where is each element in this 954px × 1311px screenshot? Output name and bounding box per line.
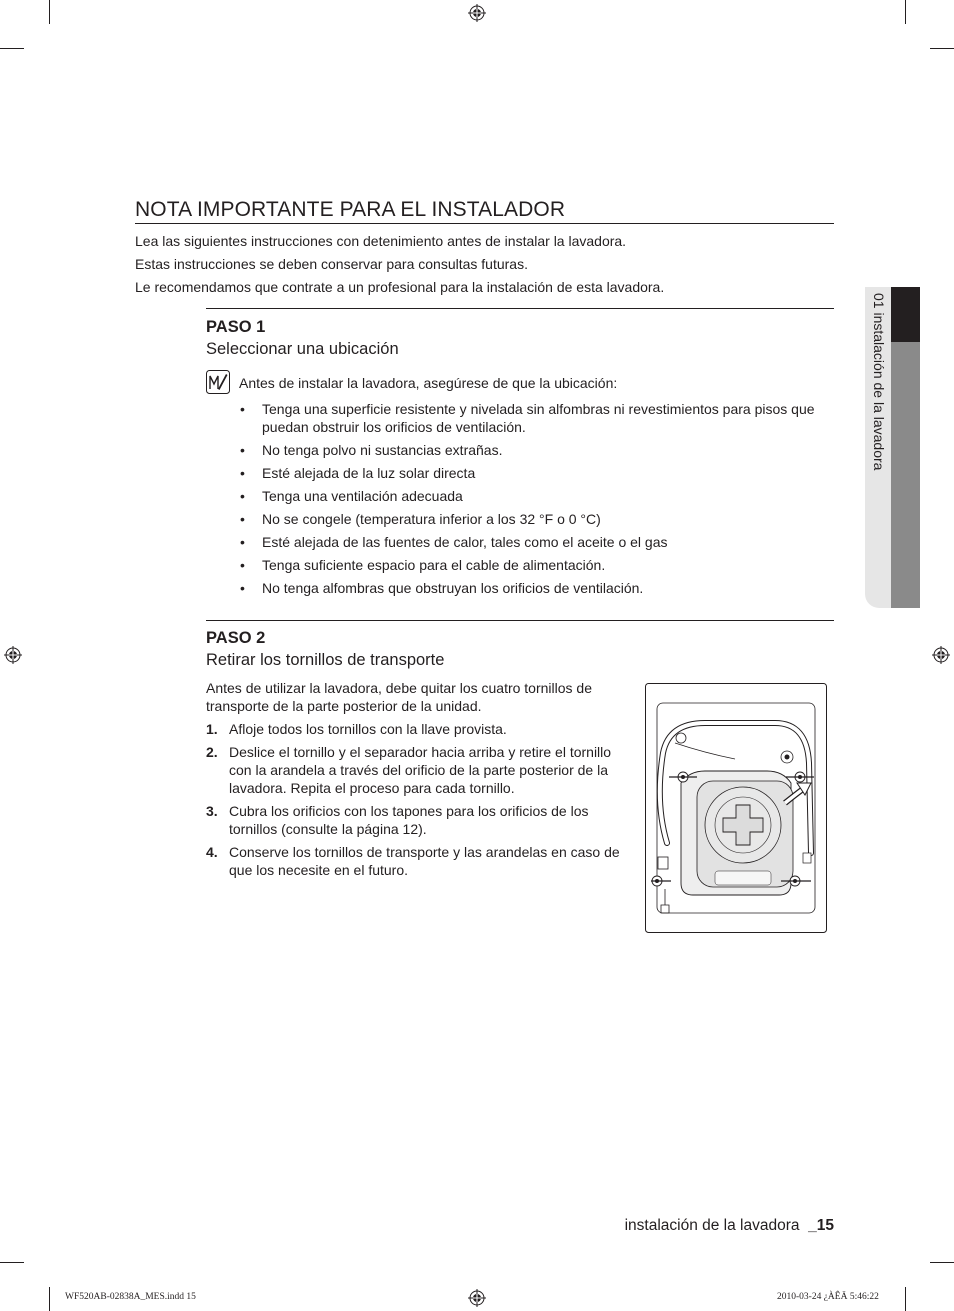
list-item-text: No tenga polvo ni sustancias extrañas. [262, 442, 503, 458]
footer-section: instalación de la lavadora [624, 1217, 800, 1234]
side-tab-label: 01 instalación de la lavadora [871, 293, 887, 471]
page-number: _15 [808, 1217, 834, 1234]
registration-mark-icon [4, 646, 22, 664]
step1-subheading: Seleccionar una ubicación [206, 340, 399, 358]
list-item-text: Esté alejada de las fuentes de calor, tales como el aceite o el gas [262, 534, 668, 550]
list-item [206, 743, 628, 797]
list-item [206, 441, 816, 459]
step-text: Conserve los tornillos de transporte y las arandelas en caso de que los necesite en el futuro. [229, 844, 620, 878]
list-item-text: No se congele (temperatura inferior a los 32 °F o 0 °C) [262, 511, 601, 527]
washer-rear-illustration [645, 683, 827, 933]
step1-note: Antes de instalar la lavadora, asegúrese de que la ubicación: [239, 375, 618, 391]
print-file-info: WF520AB-02838A_MES.indd 15 [65, 1292, 196, 1302]
step-text: Afloje todos los tornillos con la llave provista. [229, 721, 507, 737]
registration-mark-icon [468, 4, 486, 22]
registration-mark-icon [932, 646, 950, 664]
bullet-icon: • [240, 580, 245, 596]
page-footer [560, 1216, 834, 1236]
bullet-icon: • [240, 511, 245, 527]
section-divider [206, 620, 834, 621]
print-timestamp: 2010-03-24 ¿ÀÊÄ 5:46:22 [777, 1292, 879, 1302]
list-item [206, 720, 628, 738]
crop-mark [905, 1287, 906, 1311]
note-pencil-icon [206, 370, 230, 394]
bolt-removal-steps [206, 720, 628, 884]
side-tab-marker [891, 287, 920, 342]
crop-mark [49, 1287, 50, 1311]
list-item [206, 510, 816, 528]
list-item [206, 556, 816, 574]
intro-line: Estas instrucciones se deben conservar para consultas futuras. [135, 256, 528, 272]
step2-heading: PASO 2 [206, 629, 266, 647]
bullet-icon: • [240, 557, 245, 573]
crop-mark [0, 48, 24, 49]
list-item-text: No tenga alfombras que obstruyan los orificios de ventilación. [262, 580, 644, 596]
page-title: NOTA IMPORTANTE PARA EL INSTALADOR [135, 198, 834, 224]
side-tab-bar [891, 342, 920, 608]
list-item [206, 843, 628, 879]
bullet-icon: • [240, 488, 245, 504]
list-item [206, 533, 816, 551]
list-item-text: Tenga suficiente espacio para el cable de alimentación. [262, 557, 606, 573]
crop-mark [930, 1262, 954, 1263]
section-divider [206, 308, 834, 309]
list-item [206, 487, 816, 505]
step-text: Deslice el tornillo y el separador hacia arriba y retire el tornillo con la arandela a través del orificio de la parte posterior de la lavadora. Repita el proceso para cada tornillo. [229, 744, 612, 796]
location-requirements-list [206, 400, 816, 602]
list-item [206, 579, 816, 597]
bullet-icon: • [240, 401, 245, 417]
intro-line: Le recomendamos que contrate a un profesional para la instalación de esta lavadora. [135, 279, 665, 295]
step-number: 3. [206, 803, 218, 819]
step-number: 2. [206, 744, 218, 760]
step-text: Cubra los orificios con los tapones para los orificios de los tornillos (consulte la página 12). [229, 803, 589, 837]
step1-heading: PASO 1 [206, 318, 266, 336]
list-item [206, 400, 816, 436]
list-item-text: Tenga una ventilación adecuada [262, 488, 463, 504]
crop-mark [0, 1262, 24, 1263]
list-item [206, 802, 628, 838]
crop-mark [930, 48, 954, 49]
bullet-icon: • [240, 465, 245, 481]
bullet-icon: • [240, 534, 245, 550]
step2-intro: Antes de utilizar la lavadora, debe quitar los cuatro tornillos de transporte de la parte posterior de la unidad. [206, 680, 592, 714]
step2-subheading: Retirar los tornillos de transporte [206, 651, 445, 669]
crop-mark [49, 0, 50, 24]
step-number: 4. [206, 844, 218, 860]
bullet-icon: • [240, 442, 245, 458]
step-number: 1. [206, 721, 218, 737]
list-item-text: Esté alejada de la luz solar directa [262, 465, 476, 481]
list-item-text: Tenga una superficie resistente y nivelada sin alfombras ni revestimientos para pisos que puedan obstruir los orificios de ventilación. [262, 401, 815, 435]
registration-mark-icon [468, 1289, 486, 1307]
intro-line: Lea las siguientes instrucciones con detenimiento antes de instalar la lavadora. [135, 233, 627, 249]
crop-mark [905, 0, 906, 24]
list-item [206, 464, 816, 482]
